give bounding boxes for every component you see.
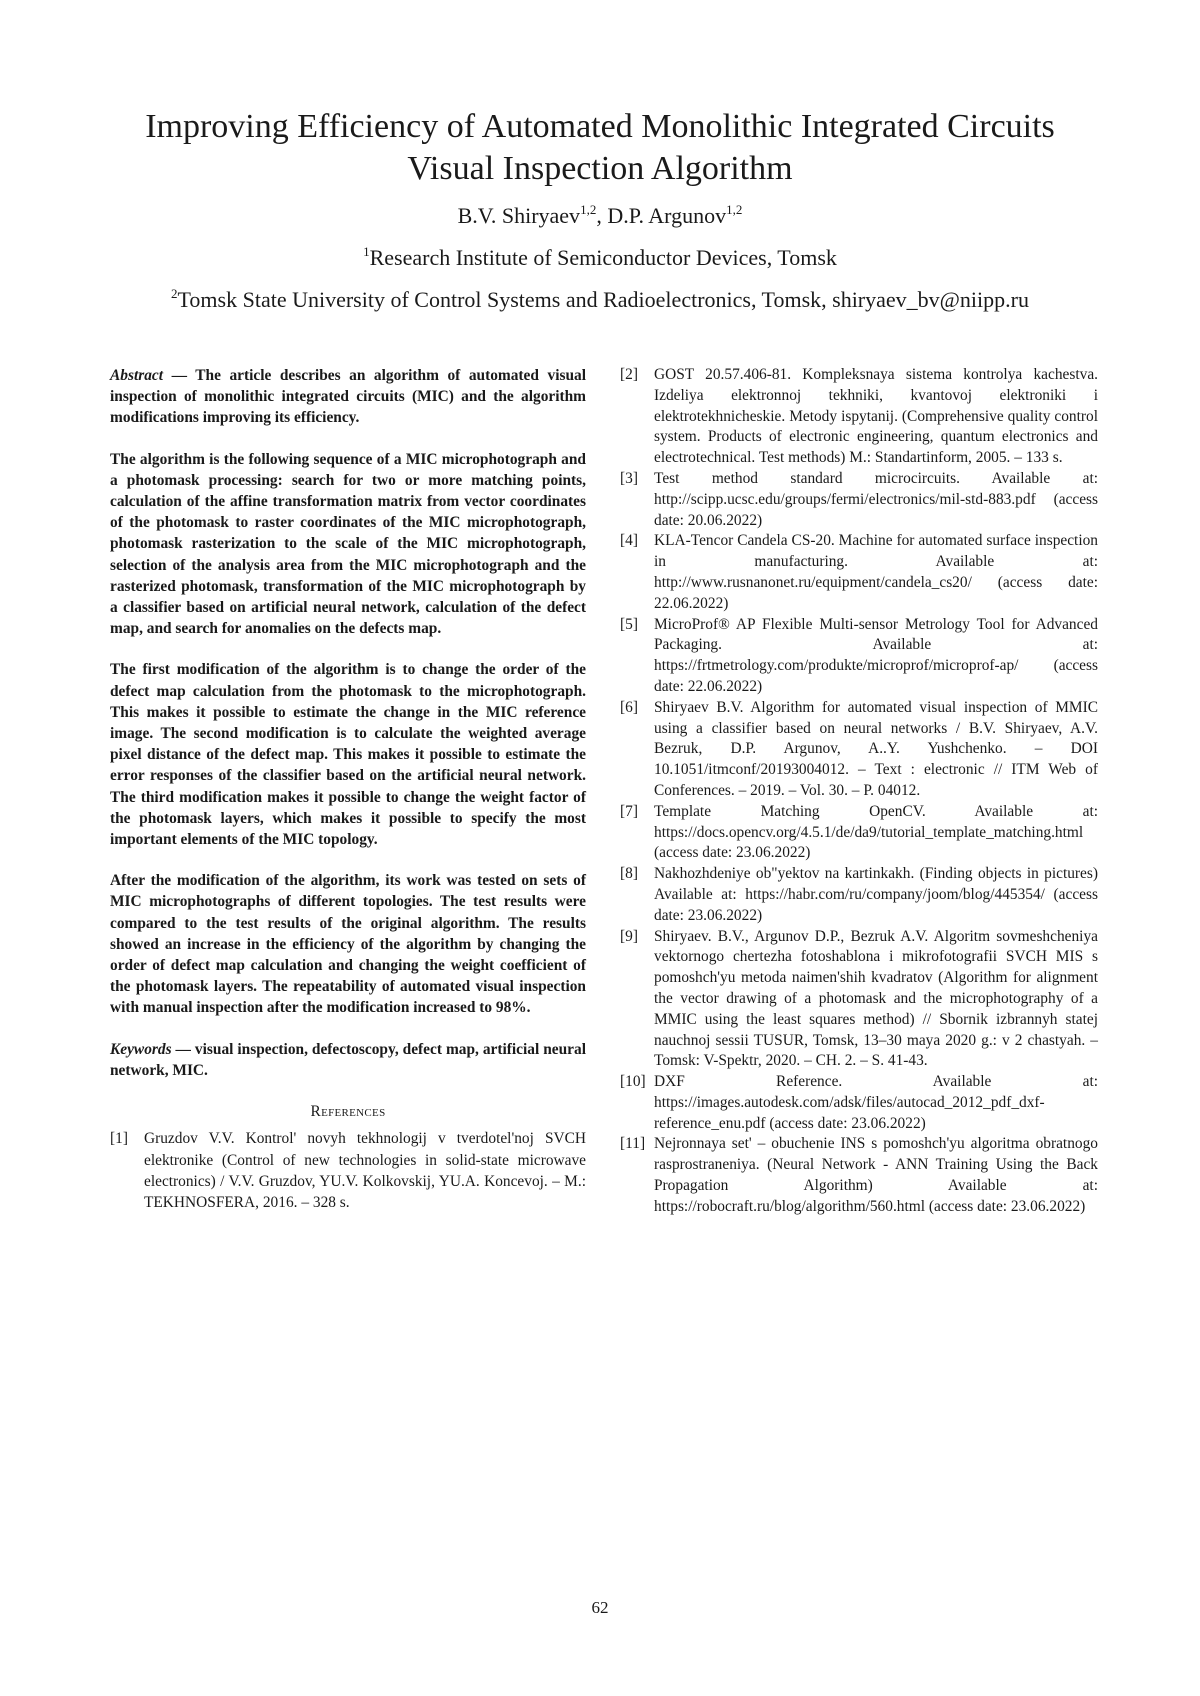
reference-text: GOST 20.57.406-81. Kompleksnaya sistema kontrolya kachestva. Izdeliya elektronnoj tekhniki, kvantovoj elektroniki i elektrotekhnicheskie. Metody ispytanij. (Comprehensive quality control system. Products of electronic engineering, quantum electronics and electrotechnical. Test methods) M.: Standartinform, 2005. – 133 s. [654,366,1098,467]
affiliation-marker: 2 [171,286,178,301]
reference-text: Gruzdov V.V. Kontrol' novyh tekhnologij v tverdotel'noj SVCH elektronike (Control of new technologies in solid-state microwave electronics) / V.V. Gruzdov, YU.V. Kolkovskij, YU.A. Koncevoj. – M.: TEKHNOSFERA, 2016. – 328 s. [144,1130,586,1211]
keywords-label: Keywords [110,1040,172,1058]
right-column [620,365,1098,1218]
abstract-body-paragraph: The first modification of the algorithm is to change the order of the defect map calculation from the photomask to the microphotograph. This makes it possible to estimate the change in the MIC reference image. The second modification is to calculate the weighted average pixel distance of the defect map. This makes it possible to estimate the error responses of the classifier based on the artificial neural network. The third modification makes it possible to change the weight factor of the photomask layers, which makes it possible to specify the most important elements of the MIC topology. [110,661,586,849]
author-list [60,202,1140,230]
abstract-label: Abstract [110,367,164,384]
reference-text: Nakhozhdeniye ob"yektov na kartinkakh. (Finding objects in pictures) Available at: https://habr.com/ru/company/joom/blog/445354/ (access date: 23.06.2022) [654,865,1098,924]
paper-title-line-1: Improving Efficiency of Automated Monolithic Integrated Circuits [145,108,1055,145]
author-separator: , [596,203,608,228]
reference-item [110,1128,586,1213]
reference-text: Shiryaev. B.V., Argunov D.P., Bezruk A.V. Algoritm sovmeshcheniya vektornogo chertezha fotoshablona i mikrofotografii SVCH MIS s pomoshch'yu metoda naimen'shih kvadratov (Algorithm for alignment the vector drawing of a photomask and the microphotography of a MMIC using the least squares method) // Sbornik izbrannyh statej nauchnoj sessii TUSUR, Tomsk, 13–30 maya 2020 g.: v 2 chastyah. – Tomsk: V-Spektr, 2020. – CH. 2. – S. 41-43. [654,927,1098,1070]
reference-text: MicroProf® AP Flexible Multi-sensor Metrology Tool for Advanced Packaging. Available at: https://frtmetrology.com/produkte/microprof/microprof-ap/ (access date: 22.06.2022) [654,615,1098,695]
references-heading: References [310,1103,386,1121]
author-name: B.V. Shiryaev [457,203,581,228]
paper-title [60,106,1140,190]
abstract-body-paragraph: After the modification of the algorithm, its work was tested on sets of MIC microphotographs of different topologies. The test results were compared to the test results of the original algorithm. The results showed an increase in the efficiency of the algorithm by changing the order of defect map calculation and changing the weight coefficient of the photomask layers. The repeatability of automated visual inspection with manual inspection after the modification increased to 98%. [110,872,586,1017]
reference-item [620,469,1098,531]
abstract-body-paragraph: The algorithm is the following sequence of a MIC microphotograph and a photomask processing: search for two or more matching points, calculation of the affine transformation matrix from vector coordinates of the photomask to raster coordinates of the MIC microphotograph, photomask rasterization to the scale of the MIC microphotograph, selection of the analysis area from the MIC microphotograph and the rasterized photomask, transformation of the MIC microphotograph by a classifier based on artificial neural network, calculation of the defect map, and search for anomalies on the defects map. [110,450,586,638]
reference-item [620,698,1098,802]
reference-text: Template Matching OpenCV. Available at: https://docs.opencv.org/4.5.1/de/da9/tutorial_template_matching.html (access date: 23.06.2022) [654,802,1098,862]
reference-text: Shiryaev B.V. Algorithm for automated visual inspection of MMIC using a classifier based on neural networks / B.V. Shiryaev, A.V. Bezruk, D.P. Argunov, A..Y. Yushchenko. – DOI 10.1051/itmconf/20193004012. – Text : electronic // ITM Web of Conferences. – 2019. – Vol. 30. – P. 04012. [654,698,1098,799]
affiliation-text: Tomsk State University of Control Systems and Radioelectronics, Tomsk, shiryaev_bv@niipp.ru [177,287,1029,312]
reference-number: [4] [620,532,638,550]
reference-text: Nejronnaya set' – obuchenie INS s pomoshch'yu algoritma obratnogo rasprostraneniya. (Neural Network - ANN Training Using the Back Propagation Algorithm) Available at: https://robocraft.ru/blog/algorithm/560.html (access date: 23.06.2022) [654,1135,1098,1215]
reference-text: Test method standard microcircuits. Available at: http://scipp.ucsc.edu/groups/fermi/electronics/mil-std-883.pdf (access date: 20.06.2022) [654,469,1098,529]
keywords-text: visual inspection, defectoscopy, defect map, artificial neural network, MIC. [110,1040,586,1079]
reference-number: [9] [620,927,638,945]
affiliation-marker: 1 [363,244,370,259]
reference-number: [10] [620,1073,646,1091]
reference-number: [8] [620,865,638,883]
keywords-dash: — [171,1040,195,1058]
page-number: 62 [591,1598,609,1617]
reference-number: [5] [620,615,638,633]
reference-item [620,1134,1098,1217]
reference-item [620,927,1098,1073]
reference-text: DXF Reference. Available at: https://images.autodesk.com/adsk/files/autocad_2012_pdf_dxf-reference_enu.pdf (access date: 23.06.2022) [654,1073,1098,1132]
reference-number: [1] [110,1130,128,1148]
affiliation-1 [40,244,1160,272]
keywords-paragraph [110,1039,586,1081]
reference-text: KLA-Tencor Candela CS-20. Machine for automated surface inspection in manufacturing. Available at: http://www.rusnanonet.ru/equipment/candela_cs20/ (access date: 22.06.2022) [654,532,1098,612]
reference-number: [2] [620,366,638,383]
affiliation-text: Research Institute of Semiconductor Devices, Tomsk [369,245,837,270]
reference-number: [3] [620,469,638,487]
reference-item [620,802,1098,864]
reference-item [620,365,1098,469]
reference-item [620,531,1098,614]
left-column [110,365,586,1213]
reference-number: [11] [620,1135,646,1153]
reference-item [620,615,1098,698]
reference-number: [7] [620,802,638,820]
author-name: D.P. Argunov [607,203,727,228]
reference-item [620,1072,1098,1134]
abstract-text: The article describes an algorithm of automated visual inspection of monolithic integrated circuits (MIC) and the algorithm modifications improving its efficiency. [110,367,586,427]
reference-number: [6] [620,698,638,716]
abstract-paragraph [110,365,586,429]
author-affiliation-marker: 1,2 [580,202,597,217]
paper-title-line-2: Visual Inspection Algorithm [407,150,793,187]
author-affiliation-marker: 1,2 [726,202,743,217]
reference-item [620,864,1098,926]
affiliation-2 [40,286,1160,314]
abstract-dash: — [163,367,196,384]
